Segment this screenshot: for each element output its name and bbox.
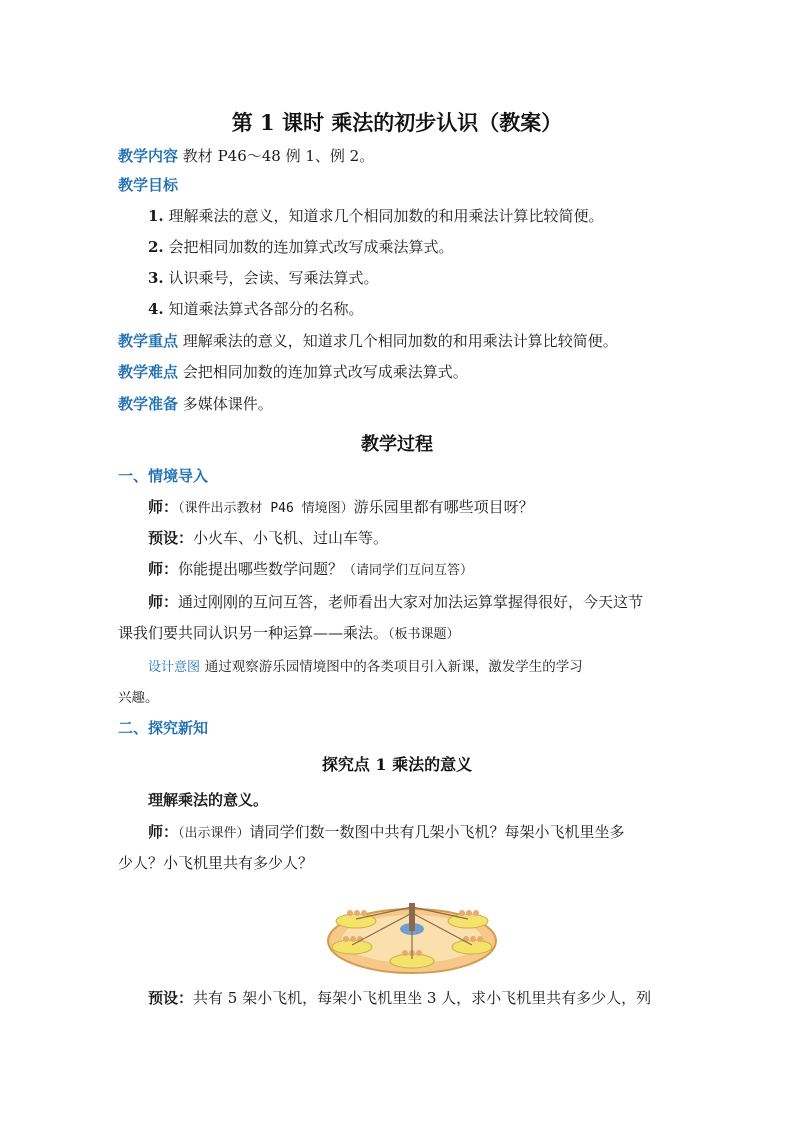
preparation-text: 多媒体课件。 bbox=[182, 395, 273, 413]
dialogue-continuation bbox=[118, 853, 678, 873]
content-row bbox=[118, 146, 678, 166]
objective-item bbox=[148, 206, 708, 226]
objective-text: 理解乘法的意义，知道求几个相同加数的和用乘法计算比较简便。 bbox=[168, 207, 604, 225]
difficulty-text: 会把相同加数的连加算式改写成乘法算式。 bbox=[182, 363, 468, 381]
design-intent-label: 设计意图 bbox=[148, 660, 201, 675]
key-point-row bbox=[118, 331, 678, 351]
objective-number: 4. bbox=[148, 300, 164, 318]
objective-text: 认识乘号，会读、写乘法算式。 bbox=[168, 269, 379, 287]
objectives-heading bbox=[118, 175, 678, 195]
section-heading bbox=[118, 466, 678, 486]
speaker-label: 师： bbox=[148, 593, 179, 611]
content-text: 教材 P46～48 例 1、例 2。 bbox=[182, 147, 375, 165]
preparation-label: 教学准备 bbox=[118, 395, 179, 413]
difficulty-row bbox=[118, 362, 678, 382]
dialogue-text: 小火车、小飞机、过山车等。 bbox=[193, 529, 389, 547]
objective-item bbox=[148, 268, 708, 288]
objective-number: 3. bbox=[148, 269, 164, 287]
objective-item bbox=[148, 237, 708, 257]
page-title: 第 1 课时 乘法的初步认识（教案） bbox=[231, 110, 563, 135]
speaker-label: 师： bbox=[148, 498, 179, 516]
content-label: 教学内容 bbox=[118, 147, 179, 165]
dialogue-line bbox=[148, 497, 708, 519]
dialogue-text: 游乐园里都有哪些项目呀？ bbox=[353, 498, 534, 516]
dialogue-text: 你能提出哪些数学问题？ bbox=[178, 560, 344, 578]
objective-number: 1. bbox=[148, 207, 164, 225]
dialogue-line bbox=[148, 988, 708, 1008]
objective-text: 知道乘法算式各部分的名称。 bbox=[168, 300, 364, 318]
objective-number: 2. bbox=[148, 238, 164, 256]
key-point-text: 理解乘法的意义，知道求几个相同加数的和用乘法计算比较简便。 bbox=[182, 332, 618, 350]
design-intent-text: 通过观察游乐园情境图中的各类项目引入新课，激发学生的学习 bbox=[204, 659, 583, 675]
airplane-ride-illustration bbox=[326, 883, 498, 975]
inquiry-point-title: 探究点 1 乘法的意义 bbox=[321, 755, 473, 774]
sub-heading-row bbox=[148, 790, 708, 810]
section-heading bbox=[118, 718, 678, 738]
speaker-label: 师： bbox=[148, 823, 179, 841]
dialogue-continuation bbox=[118, 623, 678, 645]
objectives-label: 教学目标 bbox=[118, 176, 179, 194]
difficulty-label: 教学难点 bbox=[118, 363, 179, 381]
dialogue-line bbox=[148, 528, 708, 548]
dialogue-line bbox=[148, 592, 708, 612]
speaker-label: 预设： bbox=[148, 989, 194, 1007]
dialogue-text: 请同学们数一数图中共有几架小飞机？每架小飞机里坐多 bbox=[249, 823, 625, 841]
design-intent-row bbox=[148, 656, 708, 678]
preparation-row bbox=[118, 394, 678, 414]
dialogue-line bbox=[148, 822, 708, 844]
key-point-label: 教学重点 bbox=[118, 332, 179, 350]
dialogue-text: 少人？小飞机里共有多少人？ bbox=[118, 854, 314, 872]
speaker-label: 师： bbox=[148, 560, 179, 578]
dialogue-line bbox=[148, 559, 708, 581]
speaker-label: 预设： bbox=[148, 529, 194, 547]
dialogue-text: 通过刚刚的互问互答，老师看出大家对加法运算掌握得很好，今天这节 bbox=[178, 593, 644, 611]
dialogue-text: 课我们要共同认识另一种运算——乘法。 bbox=[118, 624, 389, 642]
objective-item bbox=[148, 299, 708, 319]
design-intent-continuation bbox=[118, 687, 678, 708]
dialogue-text: 共有 5 架小飞机，每架小飞机里坐 3 人，求小飞机里共有多少人，列 bbox=[193, 989, 652, 1007]
stage-direction: （出示课件） bbox=[178, 826, 250, 841]
stage-direction: （板书课题） bbox=[388, 627, 460, 642]
stage-direction: （请同学们互问互答） bbox=[343, 563, 474, 578]
sub-heading: 理解乘法的意义。 bbox=[148, 791, 269, 809]
design-intent-text: 兴趣。 bbox=[118, 690, 159, 706]
section1-heading: 一、情境导入 bbox=[118, 467, 209, 485]
section2-heading: 二、探究新知 bbox=[118, 719, 209, 737]
process-title: 教学过程 bbox=[361, 434, 433, 455]
objective-text: 会把相同加数的连加算式改写成乘法算式。 bbox=[168, 238, 454, 256]
stage-direction: （课件出示教材 P46 情境图） bbox=[178, 501, 354, 516]
